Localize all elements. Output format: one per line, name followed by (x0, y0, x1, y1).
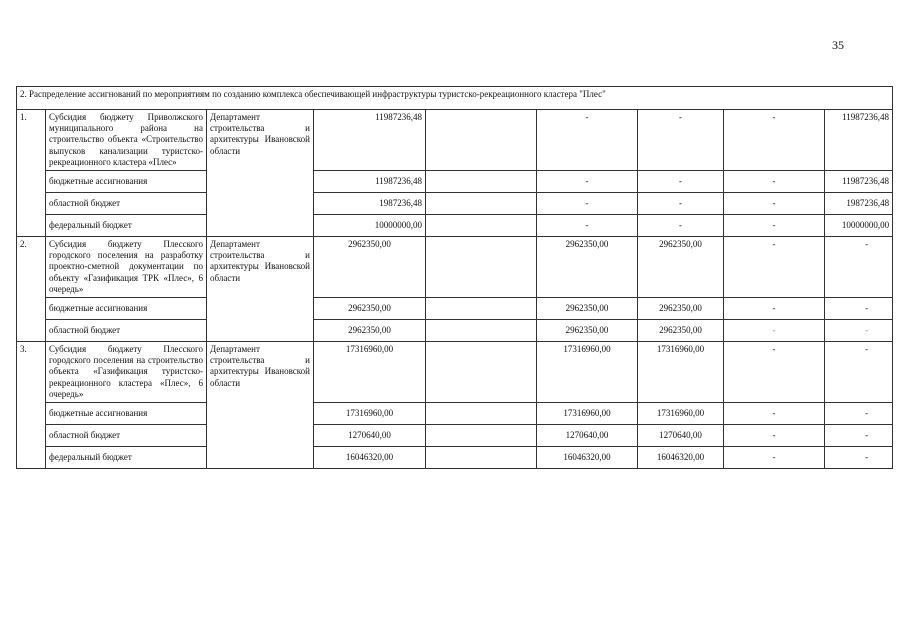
table-row (17, 237, 893, 298)
cell-year-4: - (825, 342, 893, 403)
cell-empty (426, 298, 537, 320)
cell-year-2: - (638, 193, 724, 215)
cell-year-4: - (825, 403, 893, 425)
source-label: областной бюджет (46, 193, 207, 215)
cell-year-3: - (724, 237, 825, 298)
measure-name: Субсидия бюджету Плесского городского поселения на разработку проектно-сметной документации по объекту «Газификация ТРК «Плес», 6 очередь» (46, 237, 207, 298)
cell-year-1: - (537, 193, 638, 215)
source-label: бюджетные ассигнования (46, 403, 207, 425)
cell-year-4: - (825, 237, 893, 298)
cell-year-2: 17316960,00 (638, 403, 724, 425)
cell-year-4: - (825, 320, 893, 342)
source-label: бюджетные ассигнования (46, 298, 207, 320)
table-row (17, 215, 893, 237)
cell-year-4: - (825, 298, 893, 320)
table-row (17, 110, 893, 171)
cell-year-3: - (724, 171, 825, 193)
cell-total: 2962350,00 (314, 320, 426, 342)
row-number: 1. (17, 110, 46, 237)
cell-year-4: 1987236,48 (825, 193, 893, 215)
cell-year-2: 16046320,00 (638, 447, 724, 469)
cell-year-1: - (537, 110, 638, 171)
table-row (17, 320, 893, 342)
department: Департамент строительства и архитектуры Ивановской области (207, 110, 314, 237)
cell-empty (426, 447, 537, 469)
cell-year-2: - (638, 171, 724, 193)
cell-year-4: 10000000,00 (825, 215, 893, 237)
department: Департамент строительства и архитектуры Ивановской области (207, 342, 314, 469)
cell-empty (426, 425, 537, 447)
cell-year-3: - (724, 342, 825, 403)
cell-total: 17316960,00 (314, 403, 426, 425)
table-row (17, 403, 893, 425)
cell-year-3: - (724, 298, 825, 320)
cell-year-3: - (724, 110, 825, 171)
department: Департамент строительства и архитектуры Ивановской области (207, 237, 314, 342)
cell-empty (426, 237, 537, 298)
table-row (17, 425, 893, 447)
cell-total: 11987236,48 (314, 171, 426, 193)
cell-year-3: - (724, 215, 825, 237)
cell-year-1: 16046320,00 (537, 447, 638, 469)
cell-total: 2962350,00 (314, 298, 426, 320)
cell-year-1: 2962350,00 (537, 237, 638, 298)
cell-year-1: 2962350,00 (537, 320, 638, 342)
cell-year-4: - (825, 447, 893, 469)
cell-year-3: - (724, 193, 825, 215)
source-label: федеральный бюджет (46, 215, 207, 237)
table-row (17, 298, 893, 320)
cell-total: 10000000,00 (314, 215, 426, 237)
cell-year-2: 17316960,00 (638, 342, 724, 403)
cell-year-2: 2962350,00 (638, 237, 724, 298)
cell-year-2: 2962350,00 (638, 298, 724, 320)
section-title-row (17, 87, 893, 110)
measure-name: Субсидия бюджету Плесского городского поселения на строительство объекта «Газификация туристско-рекреационного кластера «Плес», 6 очередь» (46, 342, 207, 403)
cell-year-1: 2962350,00 (537, 298, 638, 320)
row-number: 2. (17, 237, 46, 342)
page-number: 35 (832, 38, 844, 52)
cell-year-3: - (724, 320, 825, 342)
cell-year-1: 17316960,00 (537, 403, 638, 425)
cell-empty (426, 320, 537, 342)
source-label: бюджетные ассигнования (46, 171, 207, 193)
measure-name: Субсидия бюджету Приволжского муниципального района на строительство объекта «Строительство выпусков канализации туристско-рекреационного кластера «Плес» (46, 110, 207, 171)
table-row (17, 342, 893, 403)
cell-year-4: 11987236,48 (825, 171, 893, 193)
cell-empty (426, 215, 537, 237)
table-row (17, 447, 893, 469)
cell-empty (426, 342, 537, 403)
source-label: областной бюджет (46, 320, 207, 342)
cell-year-1: - (537, 215, 638, 237)
section-title: 2. Распределение ассигнований по мероприятиям по созданию комплекса обеспечивающей инфраструктуры туристско-рекреационного кластера "Плес" (17, 87, 893, 110)
cell-total: 11987236,48 (314, 110, 426, 171)
source-label: областной бюджет (46, 425, 207, 447)
cell-total: 1270640,00 (314, 425, 426, 447)
cell-year-1: 17316960,00 (537, 342, 638, 403)
table-row (17, 193, 893, 215)
cell-empty (426, 171, 537, 193)
row-number: 3. (17, 342, 46, 469)
cell-total: 2962350,00 (314, 237, 426, 298)
cell-year-3: - (724, 425, 825, 447)
cell-total: 1987236,48 (314, 193, 426, 215)
table-row (17, 171, 893, 193)
cell-year-3: - (724, 447, 825, 469)
cell-empty (426, 110, 537, 171)
cell-empty (426, 193, 537, 215)
cell-year-2: 1270640,00 (638, 425, 724, 447)
cell-year-4: 11987236,48 (825, 110, 893, 171)
cell-total: 16046320,00 (314, 447, 426, 469)
cell-year-1: 1270640,00 (537, 425, 638, 447)
cell-year-1: - (537, 171, 638, 193)
source-label: федеральный бюджет (46, 447, 207, 469)
cell-empty (426, 403, 537, 425)
cell-year-4: - (825, 425, 893, 447)
cell-total: 17316960,00 (314, 342, 426, 403)
cell-year-2: - (638, 215, 724, 237)
cell-year-3: - (724, 403, 825, 425)
appropriations-table (16, 86, 893, 469)
cell-year-2: 2962350,00 (638, 320, 724, 342)
cell-year-2: - (638, 110, 724, 171)
